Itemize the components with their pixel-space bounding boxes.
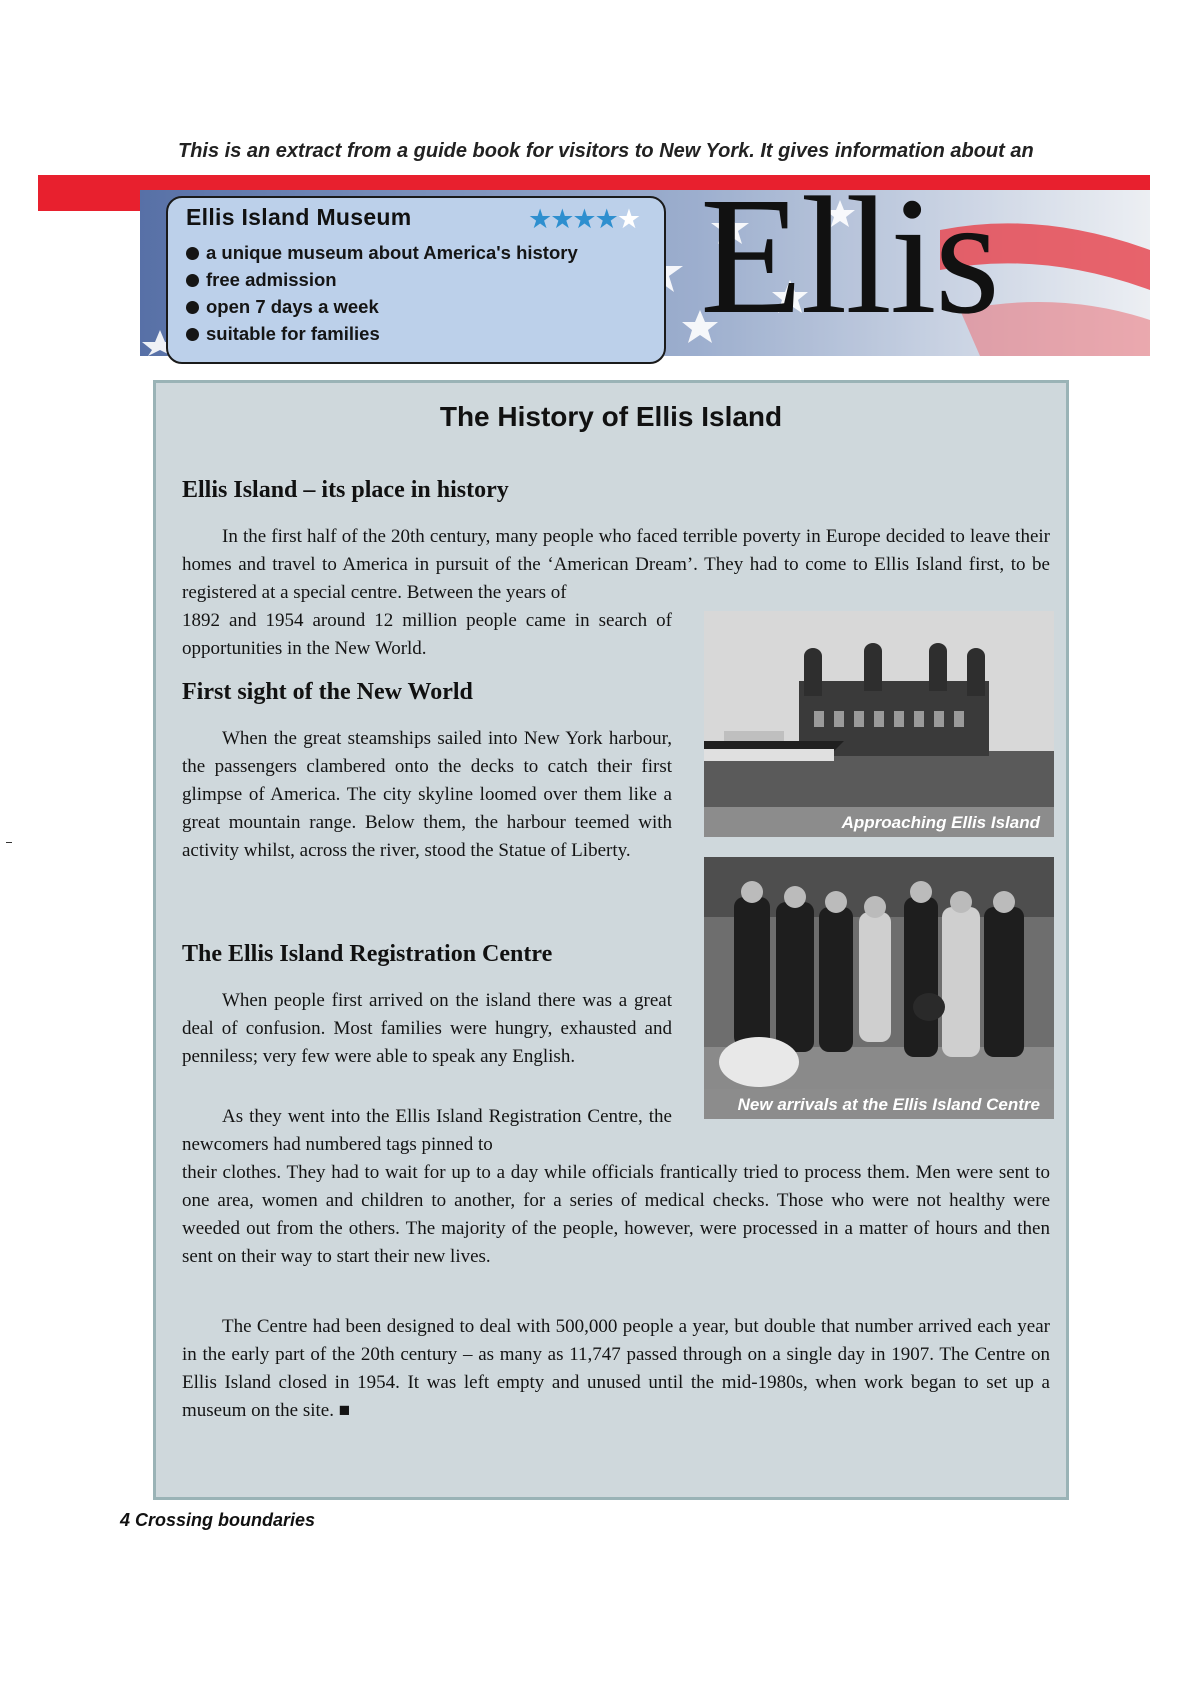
filled-stars-icon: ★★★★ xyxy=(528,204,617,234)
article-title: The History of Ellis Island xyxy=(439,401,783,432)
photo-new-arrivals xyxy=(704,857,1054,1089)
paragraph-first-sight: When the great steamships sailed into New York harbour, the passengers clambered onto the decks to catch their first glimpse of America. The city skyline loomed over them like a great mountain range. Below them, the harbour teemed with activity whilst, across the river, stood the Statue of Liberty. xyxy=(182,728,672,861)
paragraph-centre-capacity: The Centre had been designed to deal with 500,000 people a year, but double that number arrived each year in the early part of the 20th century – as many as 11,747 passed through on a single day in 1907. The Centre on Ellis Island closed in 1954. It was left empty and unused until the mid-1980s, when work began to set up a museum on the site. ■ xyxy=(182,1316,1050,1421)
museum-info-box xyxy=(166,196,666,364)
museum-name: Ellis Island Museum xyxy=(186,204,412,230)
section-heading-registration: The Ellis Island Registration Centre xyxy=(182,941,553,967)
list-item: open 7 days a week xyxy=(186,293,646,320)
list-item: suitable for families xyxy=(186,320,646,347)
bullet-icon xyxy=(186,274,199,287)
paragraph-intro-continued: 1892 and 1954 around 12 million people came in search of opportunities in the New World. xyxy=(182,610,672,659)
paragraph-processing: their clothes. They had to wait for up to a day while officials frantically tried to process them. Men were sent to one area, women and children to another, for a series of medical checks. Those who were not healthy were weeded out from the others. The majority of the people, however, were processed in a matter of hours and then sent on their way to start their new lives. xyxy=(182,1162,1050,1267)
photo-ellis-island-building xyxy=(704,611,1054,807)
photo-caption: New arrivals at the Ellis Island Centre xyxy=(704,1089,1054,1119)
photo-caption: Approaching Ellis Island xyxy=(704,807,1054,837)
margin-mark xyxy=(6,842,12,843)
section-heading-first-sight: First sight of the New World xyxy=(182,679,473,705)
bullet-icon xyxy=(186,247,199,260)
article-panel xyxy=(153,380,1069,1500)
star-rating xyxy=(528,204,639,235)
section-heading-history: Ellis Island – its place in history xyxy=(182,477,509,503)
paragraph-tags: As they went into the Ellis Island Registration Centre, the newcomers had numbered tags pinned to xyxy=(182,1106,672,1155)
empty-star-icon: ★ xyxy=(616,204,640,234)
banner-title-word: Ellis xyxy=(700,163,999,349)
list-item: free admission xyxy=(186,266,646,293)
paragraph-arrival: When people first arrived on the island there was a great deal of confusion. Most families were hungry, exhausted and penniless; very few were able to speak any English. xyxy=(182,990,672,1067)
paragraph-intro: In the first half of the 20th century, many people who faced terrible poverty in Europe decided to leave their homes and travel to America in pursuit of the ‘American Dream’. They had to come to Ellis Island first, to be registered at a special centre. Between the years of xyxy=(182,526,1050,603)
bullet-icon xyxy=(186,301,199,314)
bullet-icon xyxy=(186,328,199,341)
museum-feature-list xyxy=(186,239,646,347)
intro-text: This is an extract from a guide book for visitors to New York. It gives information about an xyxy=(178,140,1034,162)
page-footer: 4 Crossing boundaries xyxy=(120,1510,316,1530)
list-item: a unique museum about America's history xyxy=(186,239,646,266)
